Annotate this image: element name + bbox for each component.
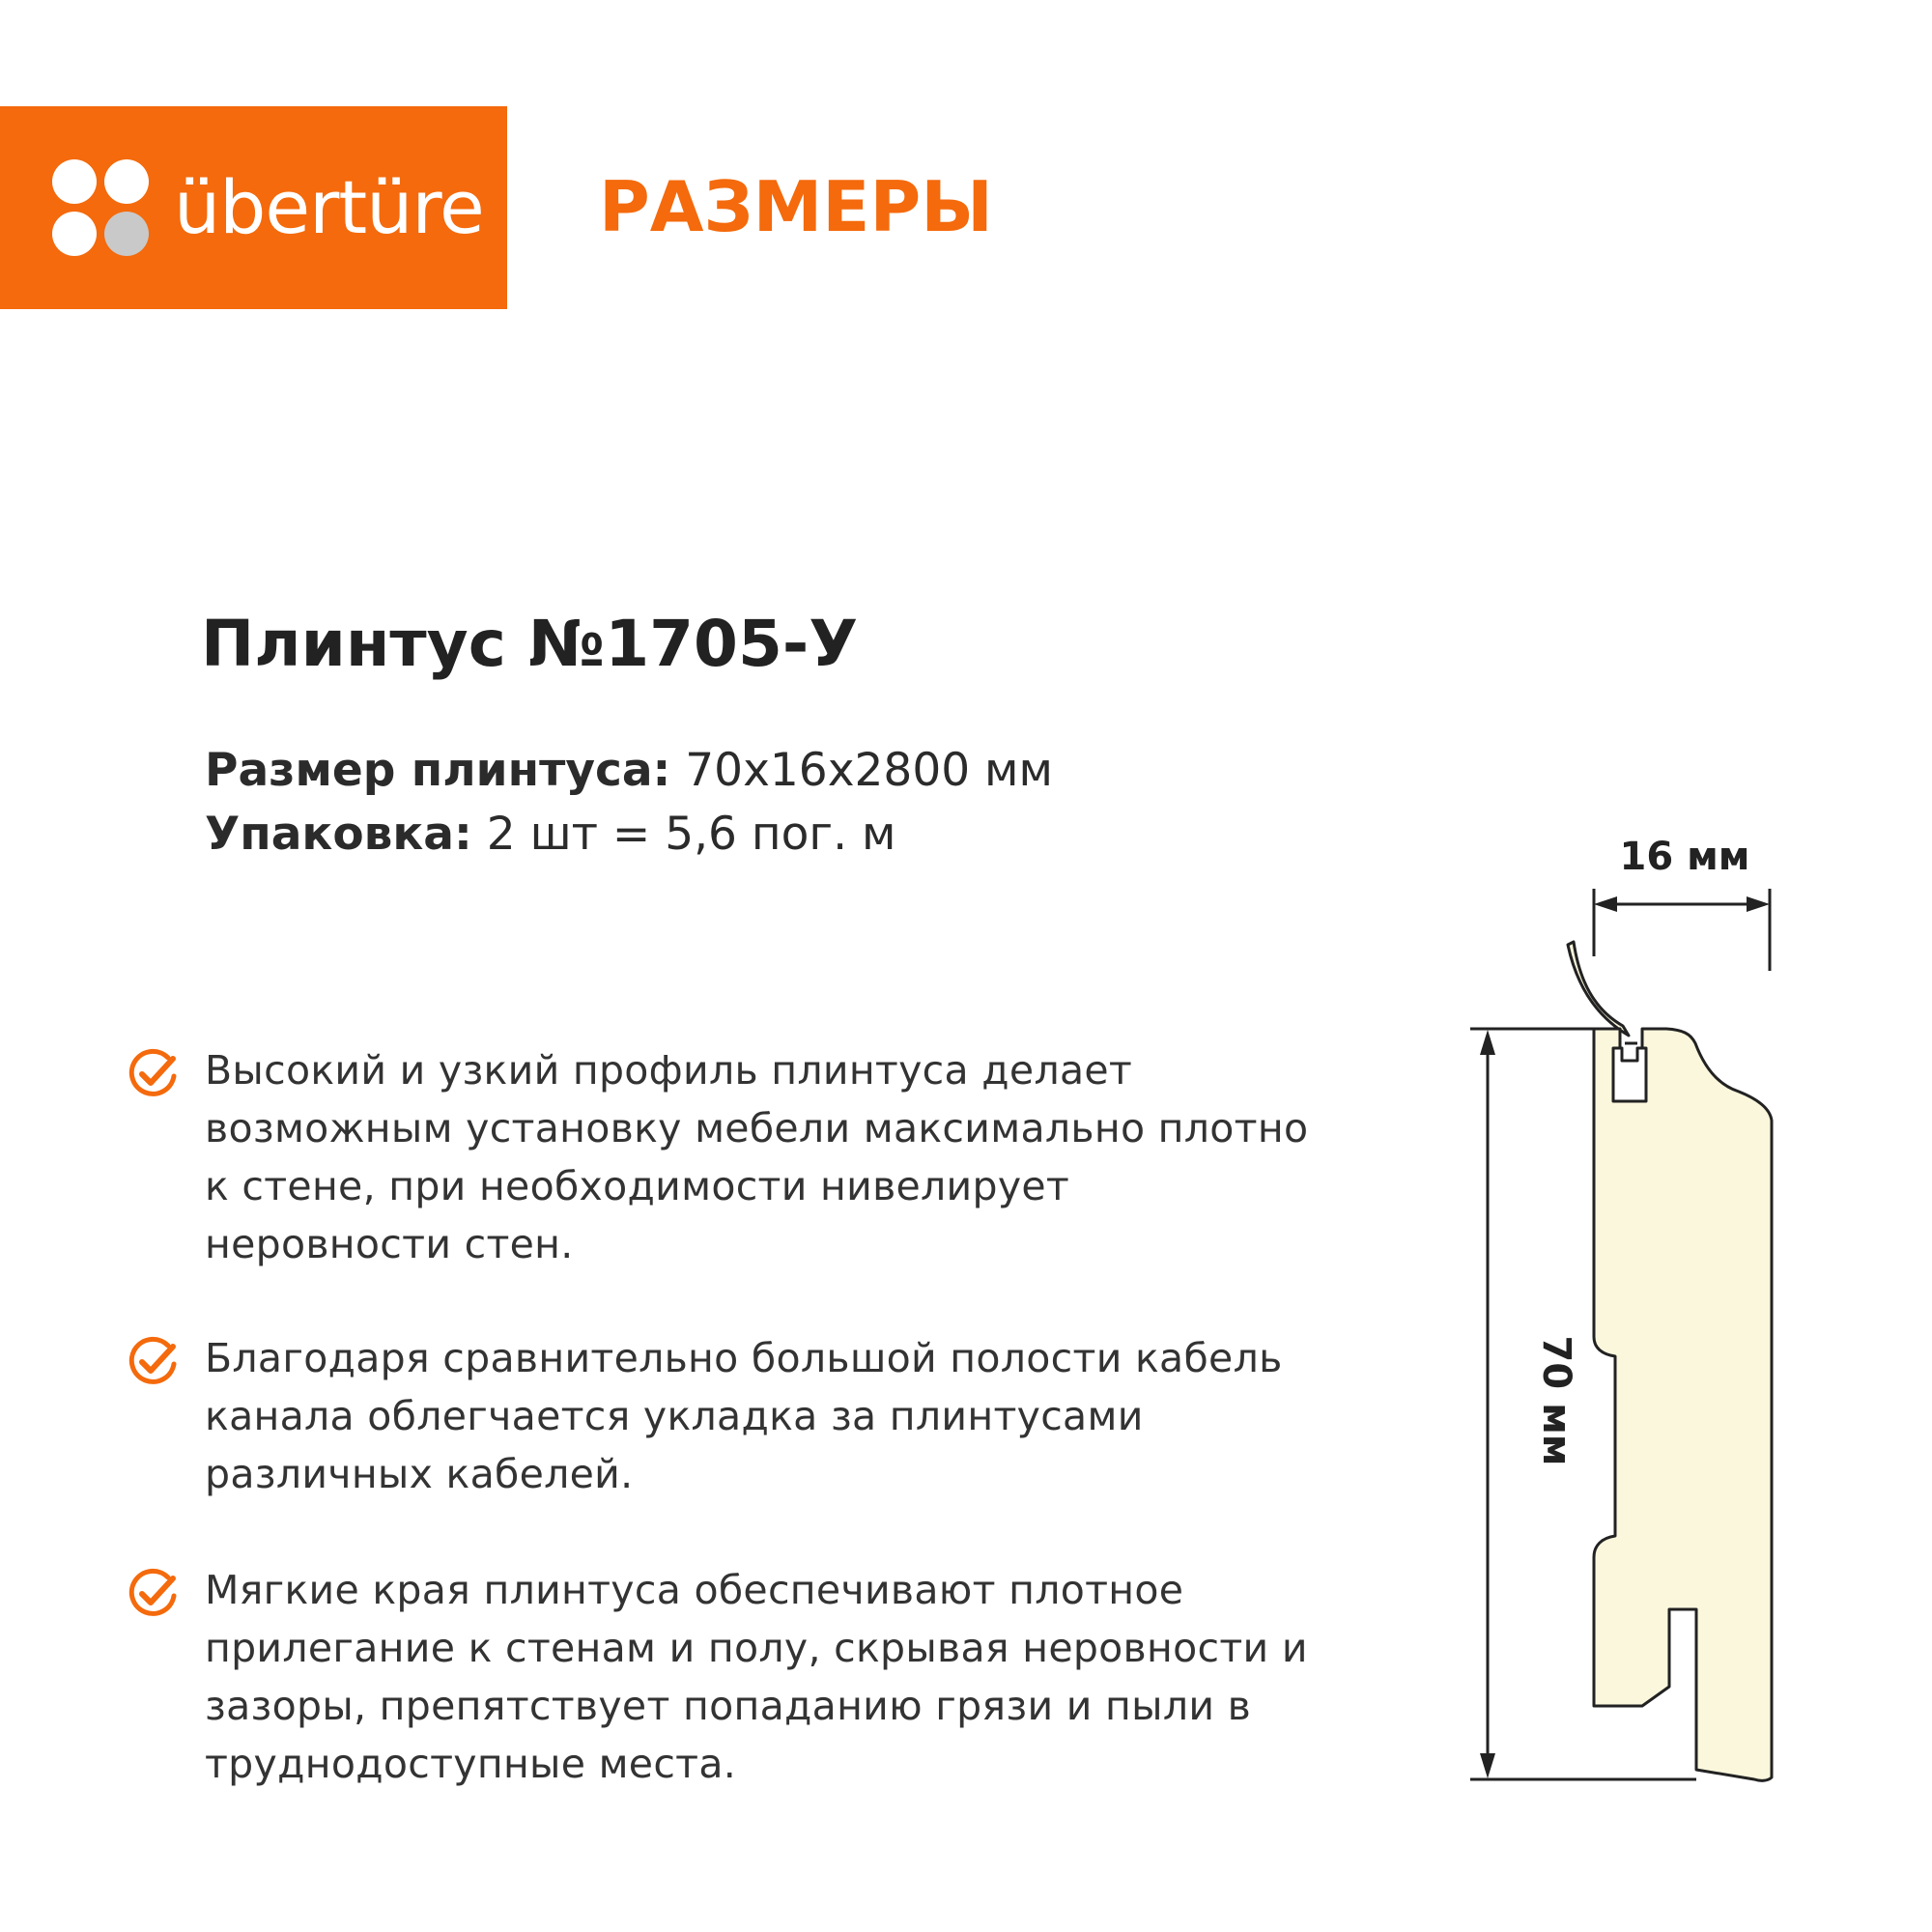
height-label: 70 мм [1534, 1335, 1578, 1466]
profile-drawing [1430, 811, 1797, 1806]
spec-size [205, 744, 1053, 797]
section-title: РАЗМЕРЫ [599, 166, 993, 247]
check-circle-icon [126, 1567, 180, 1621]
width-dimension [1594, 889, 1770, 971]
profile-lip [1568, 942, 1629, 1036]
spec-package-value: 2 шт = 5,6 пог. м [471, 808, 896, 861]
spec-package-label: Упаковка: [205, 808, 472, 861]
feature-text: Благодаря сравнительно большой полости кабель канала облегчается укладка за плинтусами различных кабелей. [205, 1335, 1283, 1497]
check-circle-icon [126, 1047, 180, 1101]
product-title: Плинтус №1705-У [201, 607, 859, 681]
brand-name: übertüre [174, 164, 484, 250]
width-label: 16 мм [1619, 835, 1750, 879]
spec-size-value: 70х16х2800 мм [670, 744, 1053, 797]
spec-size-label: Размер плинтуса: [205, 744, 671, 797]
spec-package [205, 808, 895, 861]
check-circle-icon [126, 1335, 180, 1389]
profile-cable-slot [1613, 1048, 1646, 1101]
feature-text: Мягкие края плинтуса обеспечивают плотное прилегание к стенам и полу, скрывая неровности и зазоры, препятствует попаданию грязи и пыли в труднодоступные места. [205, 1567, 1308, 1787]
feature-text: Высокий и узкий профиль плинтуса делает возможным установку мебели максимально плотно к стене, при необходимости нивелирует неровности стен. [205, 1047, 1309, 1267]
profile-section [1594, 1029, 1772, 1780]
brand-logo-icon [50, 157, 151, 258]
